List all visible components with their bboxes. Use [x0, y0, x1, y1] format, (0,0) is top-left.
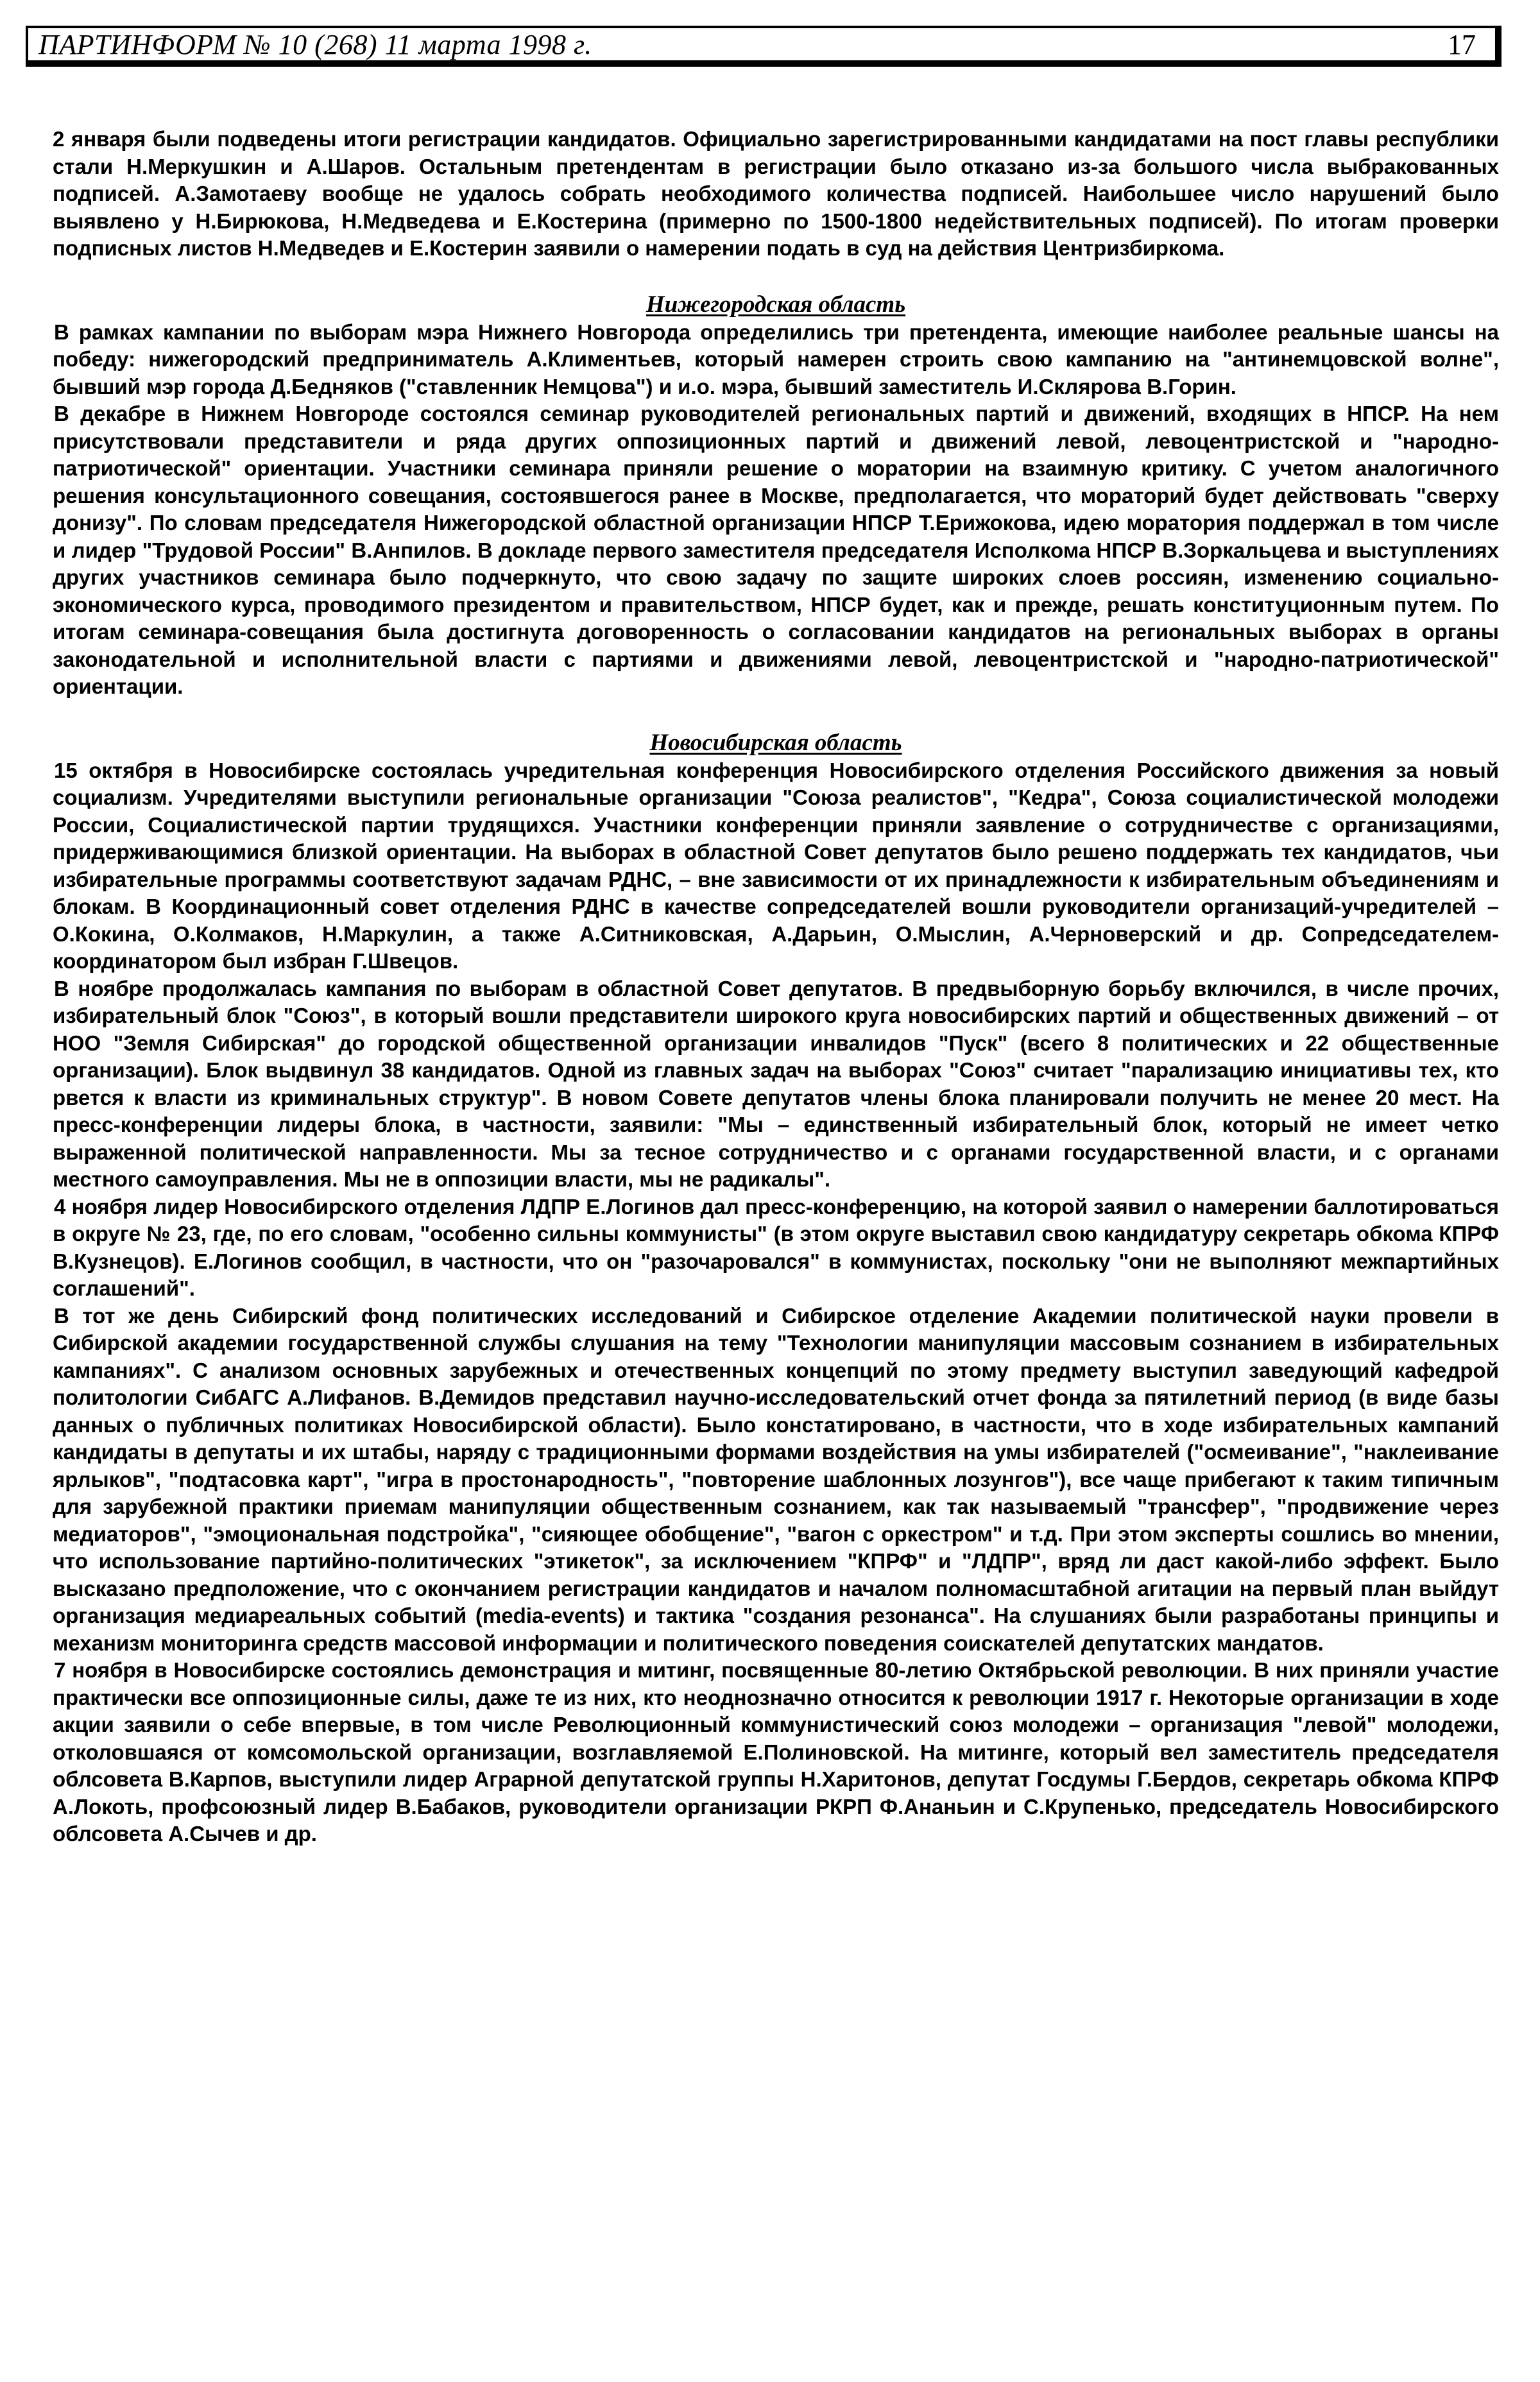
page-header [26, 26, 1502, 67]
page-number: 17 [1448, 28, 1476, 60]
paragraph: В тот же день Сибирский фонд политических исследований и Сибирское отделение Академии политической науки провели в Сибирской академии государственной службы слушания на тему "Технологии манипуляции массовым сознанием в избирательных кампаниях". С анализом основных зарубежных и отечественных концепций по этому предмету выступил заведующий кафедрой политологии СибАГС А.Лифанов. В.Демидов представил научно-исследовательский отчет фонда за пятилетний период (в виде базы данных о публичных политиках Новосибирской области). Было констатировано, в частности, что в ходе избирательных кампаний кандидаты в депутаты и их штабы, наряду с традиционными формами воздействия на умы избирателей ("осмеивание", "наклеивание ярлыков", "подтасовка карт", "игра в простонародность", "повторение шаблонных лозунгов"), все чаще прибегают к таким типичным для зарубежной практики приемам манипуляции общественным сознанием, как так называемый "трансфер", "продвижение через медиаторов", "эмоциональная подстройка", "сияющее обобщение", "вагон с оркестром" и т.д. При этом эксперты сошлись во мнении, что использование партийно-политических "этикеток", за исключением "КПРФ" и "ЛДПР", вряд ли даст какой-либо эффект. Было высказано предположение, что с окончанием регистрации кандидатов и началом полномасштабной агитации на первый план выйдут организация медиареальных событий (media-events) и тактика "создания резонанса". На слушаниях были разработаны принципы и механизм мониторинга средств массовой информации и политического поведения соискателей депутатских мандатов. [53, 1303, 1499, 1655]
section-heading-novosibirsk: Новосибирская область [649, 729, 902, 756]
paragraph: 15 октября в Новосибирске состоялась учредительная конференция Новосибирского отделения Российского движения за новый социализм. Учредителями выступили региональные организации "Союза реалистов", "Кедра", Союза социалистической молодежи России, Социалистической партии трудящихся. Участники конференции приняли заявление о сотрудничестве с организациями, придерживающимися близкой ориентации. На выборах в областной Совет депутатов было решено поддержать тех кандидатов, чьи избирательные программы соответствуют задачам РДНС, – вне зависимости от их принадлежности к избирательным объединениям и блокам. В Координационный совет отделения РДНС в качестве сопредседателей вошли руководители организаций-учредителей – О.Кокина, О.Колмаков, Н.Маркулин, а также А.Ситниковская, А.Дарьин, О.Мыслин, А.Черноверский и др. Сопредседателем-координатором был избран Г.Швецов. [53, 758, 1499, 973]
section-heading-nizhny: Нижегородская область [646, 291, 906, 318]
publication-title: ПАРТИНФОРМ № 10 (268) 11 марта 1998 г. [38, 28, 592, 60]
article-body [53, 126, 1499, 1848]
paragraph: В ноябре продолжалась кампания по выборам в областной Совет депутатов. В предвыборную борьбу включился, в числе прочих, избирательный блок "Союз", в который вошли представители широкого круга новосибирских партий и общественных движений – от НОО "Земля Сибирская" до городской общественной организации инвалидов "Пуск" (всего 8 политических и 22 общественные организации). Блок выдвинул 38 кандидатов. Одной из главных задач на выборах "Союз" считает "парализацию инициативы тех, кто рвется к власти из криминальных структур". В новом Совете депутатов члены блока планировали получить не менее 20 мест. На пресс-конференции лидеры блока, в частности, заявили: "Мы – единственный избирательный блок, который не имеет четко выраженной политической направленности. Мы за тесное сотрудничество и с органами государственной власти, и с органами местного самоуправления. Мы не в оппозиции власти, мы не радикалы". [53, 976, 1499, 1191]
paragraph: В рамках кампании по выборам мэра Нижнего Новгорода определились три претендента, имеющие наиболее реальные шансы на победу: нижегородский предприниматель А.Климентьев, который намерен строить свою кампанию на "антинемцовской волне", бывший мэр города Д.Бедняков ("ставленник Немцова") и и.о. мэра, бывший заместитель И.Склярова В.Горин. [53, 320, 1499, 398]
paragraph: В декабре в Нижнем Новгороде состоялся семинар руководителей региональных партий и движений, входящих в НПСР. На нем присутствовали представители и ряда других оппозиционных партий и движений левой, левоцентристской и "народно-патриотической" ориентации. Участники семинара приняли решение о моратории на взаимную критику. С учетом аналогичного решения консультационного совещания, состоявшегося ранее в Москве, предполагается, что мораторий будет действовать "сверху донизу". По словам председателя Нижегородской областной организации НПСР Т.Ерижокова, идею моратория поддержал в том числе и лидер "Трудовой России" В.Анпилов. В докладе первого заместителя председателя Исполкома НПСР В.Зоркальцева и выступлениях других участников семинара было подчеркнуто, что свою задачу по защите широких слоев россиян, изменению социально-экономического курса, проводимого президентом и правительством, НПСР будет, как и прежде, решать конституционным путем. По итогам семинара-совещания была достигнута договоренность о согласовании кандидатов на региональных выборах в органы законодательной и исполнительной власти с партиями и движениями левой, левоцентристской и "народно-патриотической" ориентации. [53, 402, 1499, 698]
intro-paragraph: 2 января были подведены итоги регистрации кандидатов. Официально зарегистрированными кандидатами на пост главы республики стали Н.Меркушкин и А.Шаров. Остальным претендентам в регистрации было отказано из-за большого числа выбракованных подписей. А.Замотаеву вообще не удалось собрать необходимого количества подписей. Наибольшее число нарушений было выявлено у Н.Бирюкова, Н.Медведева и Е.Костерина (примерно по 1500-1800 недействительных подписей). По итогам проверки подписных листов Н.Медведев и Е.Костерин заявили о намерении подать в суд на действия Центризбиркома. [53, 127, 1499, 260]
paragraph: 4 ноября лидер Новосибирского отделения ЛДПР Е.Логинов дал пресс-конференцию, на которой заявил о намерении баллотироваться в округе № 23, где, по его словам, "особенно сильны коммунисты" (в этом округе выставил свою кандидатуру секретарь обкома КПРФ В.Кузнецов). Е.Логинов сообщил, в частности, что он "разочаровался" в коммунистах, поскольку "они не выполняют межпартийных соглашений". [53, 1194, 1499, 1300]
paragraph: 7 ноября в Новосибирске состоялись демонстрация и митинг, посвященные 80-летию Октябрьской революции. В них приняли участие практически все оппозиционные силы, даже те из них, кто неоднозначно относится к революции 1917 г. Некоторые организации в ходе акции заявили о себе впервые, в том числе Революционный коммунистический союз молодежи – организация "левой" молодежи, отколовшаяся от комсомольской организации, возглавляемой Е.Полиновской. На митинге, который вел заместитель председателя облсовета В.Карпов, выступили лидер Аграрной депутатской группы Н.Харитонов, депутат Госдумы Г.Бердов, секретарь обкома КПРФ А.Локоть, профсоюзный лидер В.Бабаков, руководители организации РКРП Ф.Ананьин и С.Крупенько, председатель Новосибирского облсовета А.Сычев и др. [53, 1658, 1499, 1846]
